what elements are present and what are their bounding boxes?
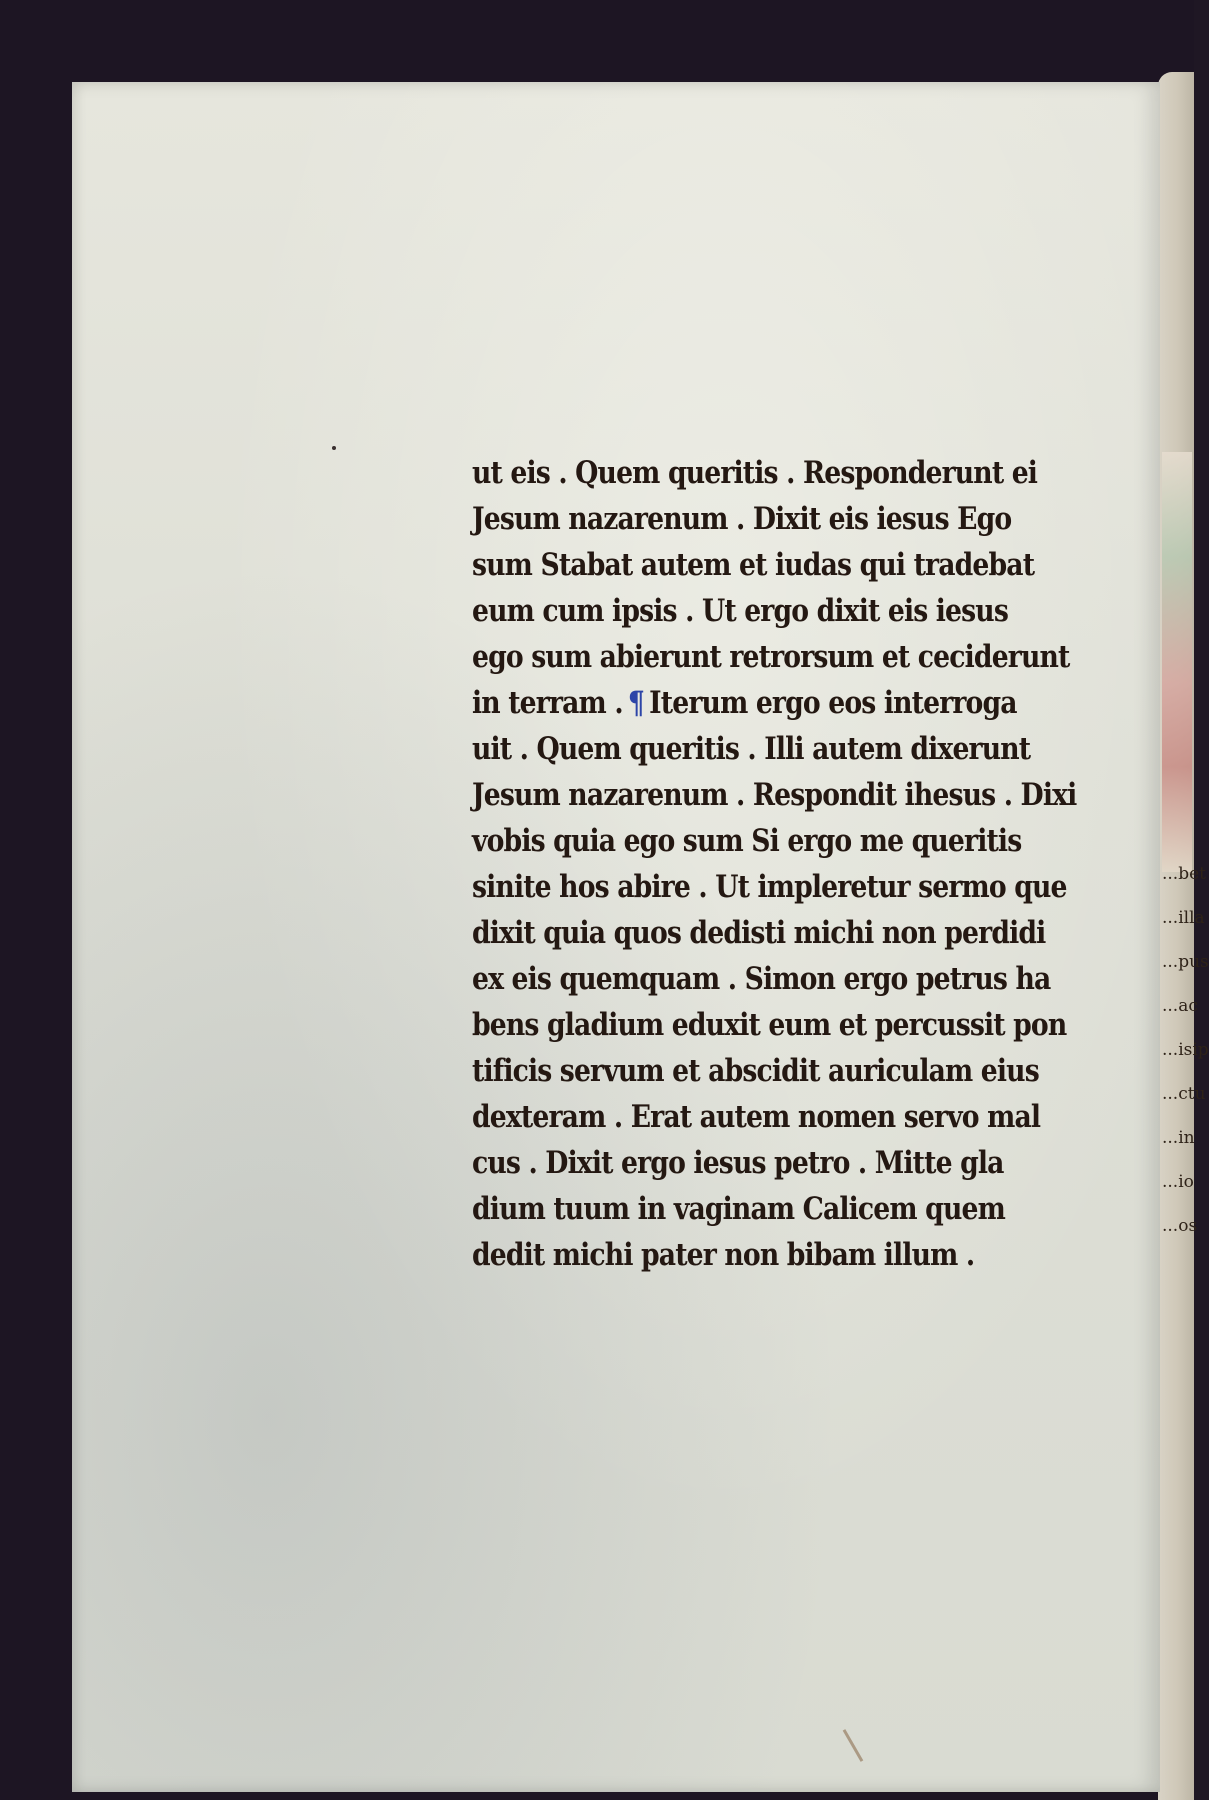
facing-page-fragment: ...ac — [1162, 996, 1198, 1016]
text-line: cus . Dixit ergo iesus petro . Mitte gla — [472, 1145, 1004, 1181]
facing-page-fragment: ...isip — [1162, 1040, 1209, 1060]
facing-page-fragment: ...in — [1162, 1128, 1195, 1148]
text-line: tificis servum et abscidit auriculam eius — [472, 1053, 1039, 1089]
text-line: Jesum nazarenum . Respondit ihesus . Dixi — [472, 777, 1077, 813]
text-line: ut eis . Quem queritis . Responderunt ei — [472, 455, 1038, 491]
text-line: dedit michi pater non bibam illum . — [472, 1237, 975, 1273]
text-line: dexteram . Erat autem nomen servo mal — [472, 1099, 1041, 1135]
text-block — [472, 450, 1182, 1278]
text-line-with-paraph — [472, 680, 1083, 726]
facing-page-fragment: ...ctu — [1162, 1084, 1206, 1104]
text-line: sinite hos abire . Ut impleretur sermo que — [472, 869, 1067, 905]
facing-page-fragment: ...illa — [1162, 908, 1205, 928]
text-line: ex eis quemquam . Simon ergo petrus ha — [472, 961, 1051, 997]
paraph-mark-icon: ¶ — [627, 685, 645, 721]
ink-speck — [332, 446, 336, 450]
facing-page-fragment: ...pus — [1162, 952, 1209, 972]
text-line: Jesum nazarenum . Dixit eis iesus Ego — [472, 501, 1012, 537]
parchment-mark — [843, 1718, 883, 1762]
text-line: vobis quia ego sum Si ergo me queritis — [472, 823, 1022, 859]
facing-page-fragment: ...os — [1162, 1216, 1198, 1236]
facing-page-fragment: ...bet — [1162, 864, 1206, 884]
facing-page-fragment: ...io — [1162, 1172, 1194, 1192]
text-line: dium tuum in vaginam Calicem quem — [472, 1191, 1005, 1227]
text-line: eum cum ipsis . Ut ergo dixit eis iesus — [472, 593, 1008, 629]
text-line: sum Stabat autem et iudas qui tradebat — [472, 547, 1035, 583]
text-line: ego sum abierunt retrorsum et ceciderunt — [472, 639, 1070, 675]
text-line: dixit quia quos dedisti michi non perdidi — [472, 915, 1046, 951]
text-line-part: in terram . — [472, 685, 623, 721]
text-line: uit . Quem queritis . Illi autem dixerunt — [472, 731, 1031, 767]
parchment-folio — [72, 82, 1160, 1792]
text-line: bens gladium eduxit eum et percussit pon — [472, 1007, 1067, 1043]
text-line-part: Iterum ergo eos interroga — [649, 685, 1017, 721]
